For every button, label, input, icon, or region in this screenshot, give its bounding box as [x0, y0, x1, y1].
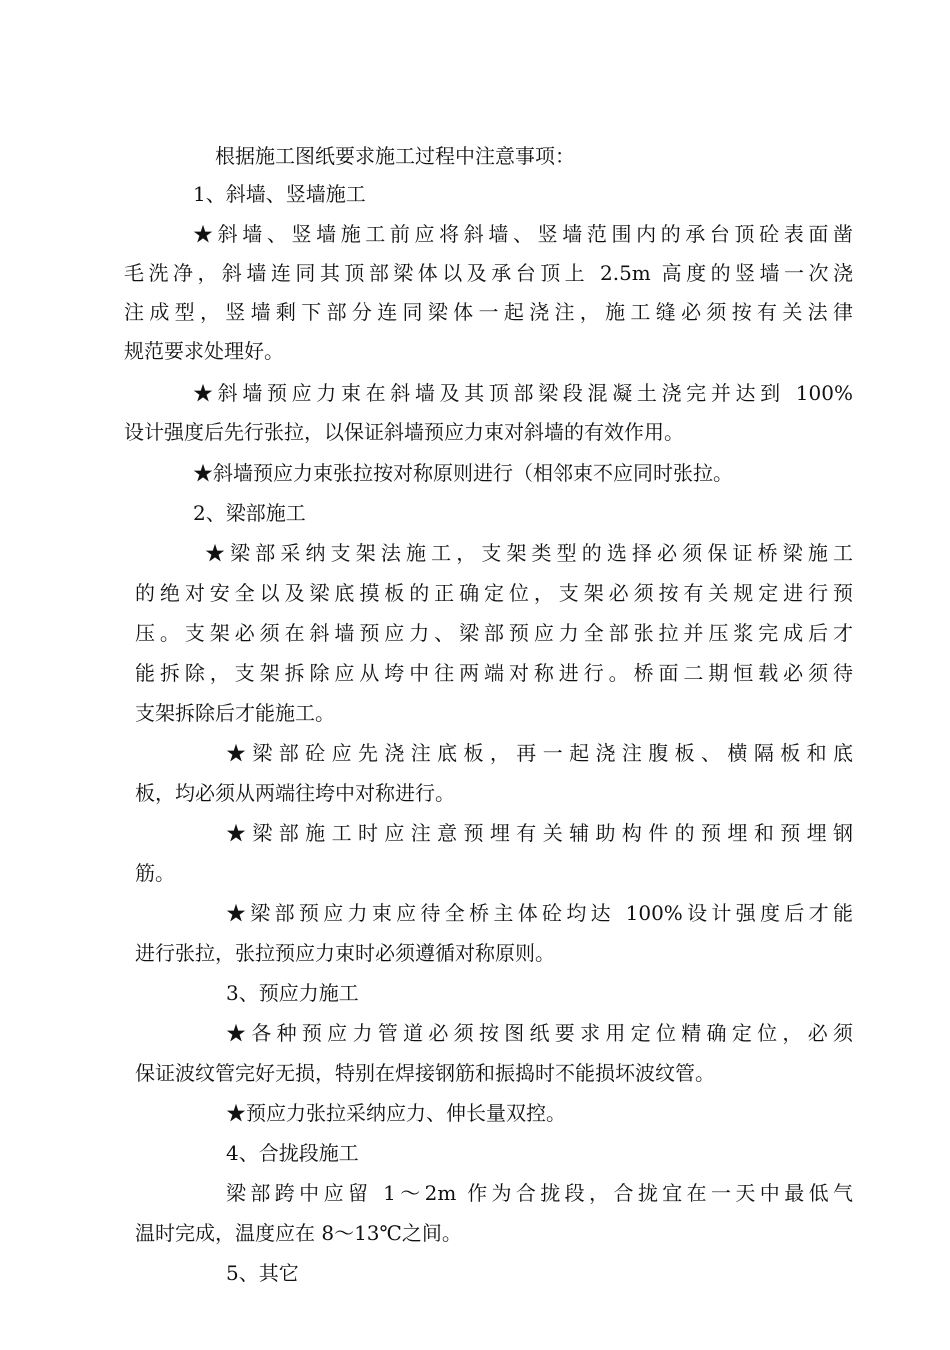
paragraph-line: 的绝对安全以及梁底摸板的正确定位，支架必须按有关规定进行预 — [135, 581, 853, 605]
paragraph-line: 设计强度后先行张拉，以保证斜墙预应力束对斜墙的有效作用。 — [124, 420, 684, 444]
paragraph-line: 压。支架必须在斜墙预应力、梁部预应力全部张拉并压浆完成后才 — [135, 621, 853, 645]
paragraph-line: 支架拆除后才能施工。 — [135, 701, 335, 725]
paragraph-line: ★梁部施工时应注意预埋有关辅助构件的预埋和预埋钢 — [226, 821, 853, 845]
paragraph-line: ★梁部砼应先浇注底板，再一起浇注腹板、横隔板和底 — [226, 741, 853, 765]
paragraph-line: ★斜墙预应力束在斜墙及其顶部梁段混凝土浇完并达到 100% — [193, 381, 853, 405]
paragraph-line: 梁部跨中应留 1～2m 作为合拢段，合拢宜在一天中最低气 — [226, 1181, 853, 1205]
paragraph-line: ★各种预应力管道必须按图纸要求用定位精确定位，必须 — [226, 1021, 853, 1045]
section-3-heading: 3、预应力施工 — [226, 981, 359, 1005]
paragraph-line: 筋。 — [135, 861, 175, 885]
paragraph-line: 温时完成，温度应在 8～13℃之间。 — [135, 1221, 462, 1245]
paragraph-line: ★斜墙、竖墙施工前应将斜墙、竖墙范围内的承台顶砼表面凿 — [193, 222, 853, 246]
section-4-heading: 4、合拢段施工 — [226, 1141, 359, 1165]
section-5-heading: 5、其它 — [226, 1261, 299, 1285]
paragraph-line: 注成型，竖墙剩下部分连同梁体一起浇注，施工缝必须按有关法律 — [124, 300, 853, 324]
paragraph-line: 保证波纹管完好无损，特别在焊接钢筋和振捣时不能损坏波纹管。 — [135, 1061, 715, 1085]
document-intro: 根据施工图纸要求施工过程中注意事项： — [215, 144, 575, 168]
paragraph-line: 板，均必须从两端往垮中对称进行。 — [135, 781, 455, 805]
paragraph-line: 进行张拉，张拉预应力束时必须遵循对称原则。 — [135, 941, 555, 965]
paragraph-line: 毛洗净，斜墙连同其顶部梁体以及承台顶上 2.5m 高度的竖墙一次浇 — [124, 261, 853, 285]
paragraph-line: 能拆除，支架拆除应从垮中往两端对称进行。桥面二期恒载必须待 — [135, 661, 853, 685]
paragraph-line: 规范要求处理好。 — [124, 339, 284, 363]
paragraph-line: ★预应力张拉采纳应力、伸长量双控。 — [226, 1101, 566, 1125]
paragraph-line: ★斜墙预应力束张拉按对称原则进行（相邻束不应同时张拉。 — [193, 461, 733, 485]
paragraph-line: ★梁部预应力束应待全桥主体砼均达 100%设计强度后才能 — [226, 901, 853, 925]
paragraph-line: ★梁部采纳支架法施工，支架类型的选择必须保证桥梁施工 — [205, 541, 853, 565]
section-1-heading: 1、斜墙、竖墙施工 — [193, 182, 366, 206]
section-2-heading: 2、梁部施工 — [193, 501, 306, 525]
